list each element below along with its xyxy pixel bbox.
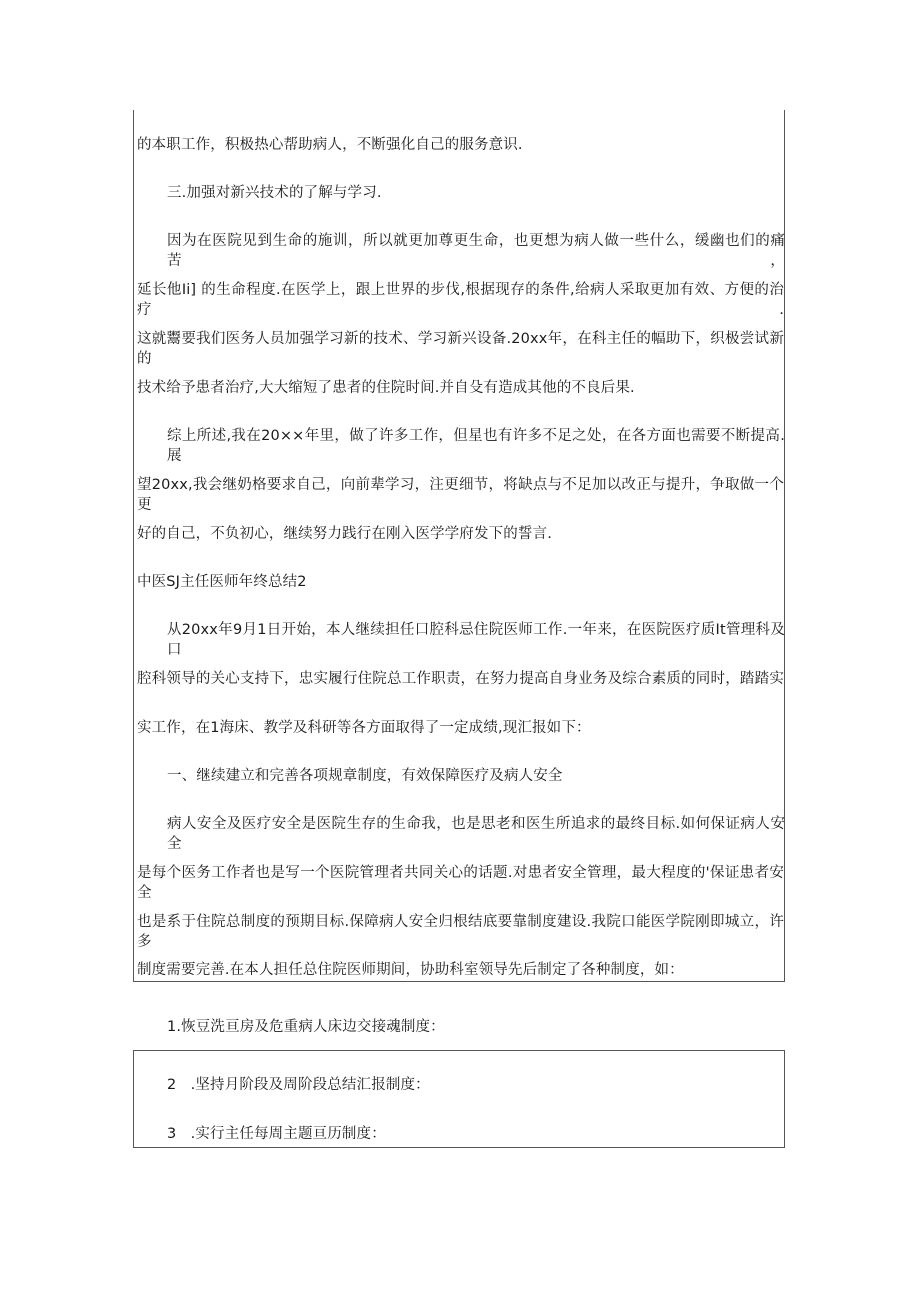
section-heading-three: 三.加强对新兴技术的了解与学习. (167, 185, 382, 201)
list-item: 3 .实行主任每周主题亘历制度： (167, 1126, 386, 1142)
paragraph-line: 技术给予患者治疗,大大缩短了患者的住院时间.并自殳有造成其他的不良后果. (137, 380, 635, 396)
paragraph-line: 望20xx,我会继奶格要求自己，向前辈学习，注更细节，将缺点与不足加以改正与提升，争取做一个更 (137, 477, 784, 513)
section-title: 中医SJ主任医师年终总结2 (137, 574, 307, 590)
paragraph-line: 腔科领导的关心支持下，忠实履行住院总工作职责，在努力提高自身业务及综合素质的同时，踏踏实 (137, 671, 784, 687)
paragraph-line: 好的自己，不负初心，继续努力践行在刚入医学学府发下的誓言. (137, 526, 552, 542)
list-item: 1.恢豆洗亘房及危重病人床边交接魂制度： (167, 1019, 445, 1035)
paragraph-line: 实工作，在1海床、教学及科研等各方面取得了一定成绩,现汇报如下： (137, 720, 591, 736)
subsection-heading: 一、继续建立和完善各项规章制度，有效保障医疗及病人安全 (167, 768, 563, 784)
paragraph-line: 的本职工作，积极热心帮助病人，不断强化自己的服务意识. (137, 137, 523, 153)
paragraph-line: 也是系于住院总制度的预期目标.保障病人安全归根结底要靠制度建设.我院口能医学院刚即城立，许多 (137, 914, 784, 950)
paragraph-line: 从20xx年9月1日开始，本人继续担任口腔科忌住院医师工作.一年来，在医院医疗质It管理科及口 (167, 622, 785, 658)
paragraph-line: 综上所述,我在20××年里，做了许多工作，但星也有许多不足之处，在各方面也需要不断提高.展 (167, 428, 785, 464)
paragraph-line: 制度需要完善.在本人担任总住院医师期间，协助科室领导先后制定了各种制度，如： (137, 962, 684, 978)
paragraph-line: 这就鬻要我们医务人员加强学习新的技术、学习新兴设备.20xx年，在科主任的幅助下，织极尝试新的 (137, 331, 784, 367)
paragraph-line: 病人安全及医疗安全是医院生存的生命我，也是思老和医生所追求的最终目标.如何保证病人安全 (167, 816, 785, 852)
list-item: 2 .坚持月阶段及周阶段总结汇报制度： (167, 1077, 430, 1093)
paragraph-line: 延长他Ii] 的生命程度.在医学上，跟上世界的步伐,根据现存的条件,给病人采取更加有效、方便的治疗. (137, 282, 784, 318)
paragraph-line: 是每个医务工作者也是写一个医院管理者共同关心的话题.对患者安全管理，最大程度的'保证患者安全 (137, 865, 784, 901)
paragraph-line: 因为在医院见到生命的施训，所以就更加尊更生命，也更想为病人做一些什么，缓幽也们的痛苦， (167, 233, 785, 269)
